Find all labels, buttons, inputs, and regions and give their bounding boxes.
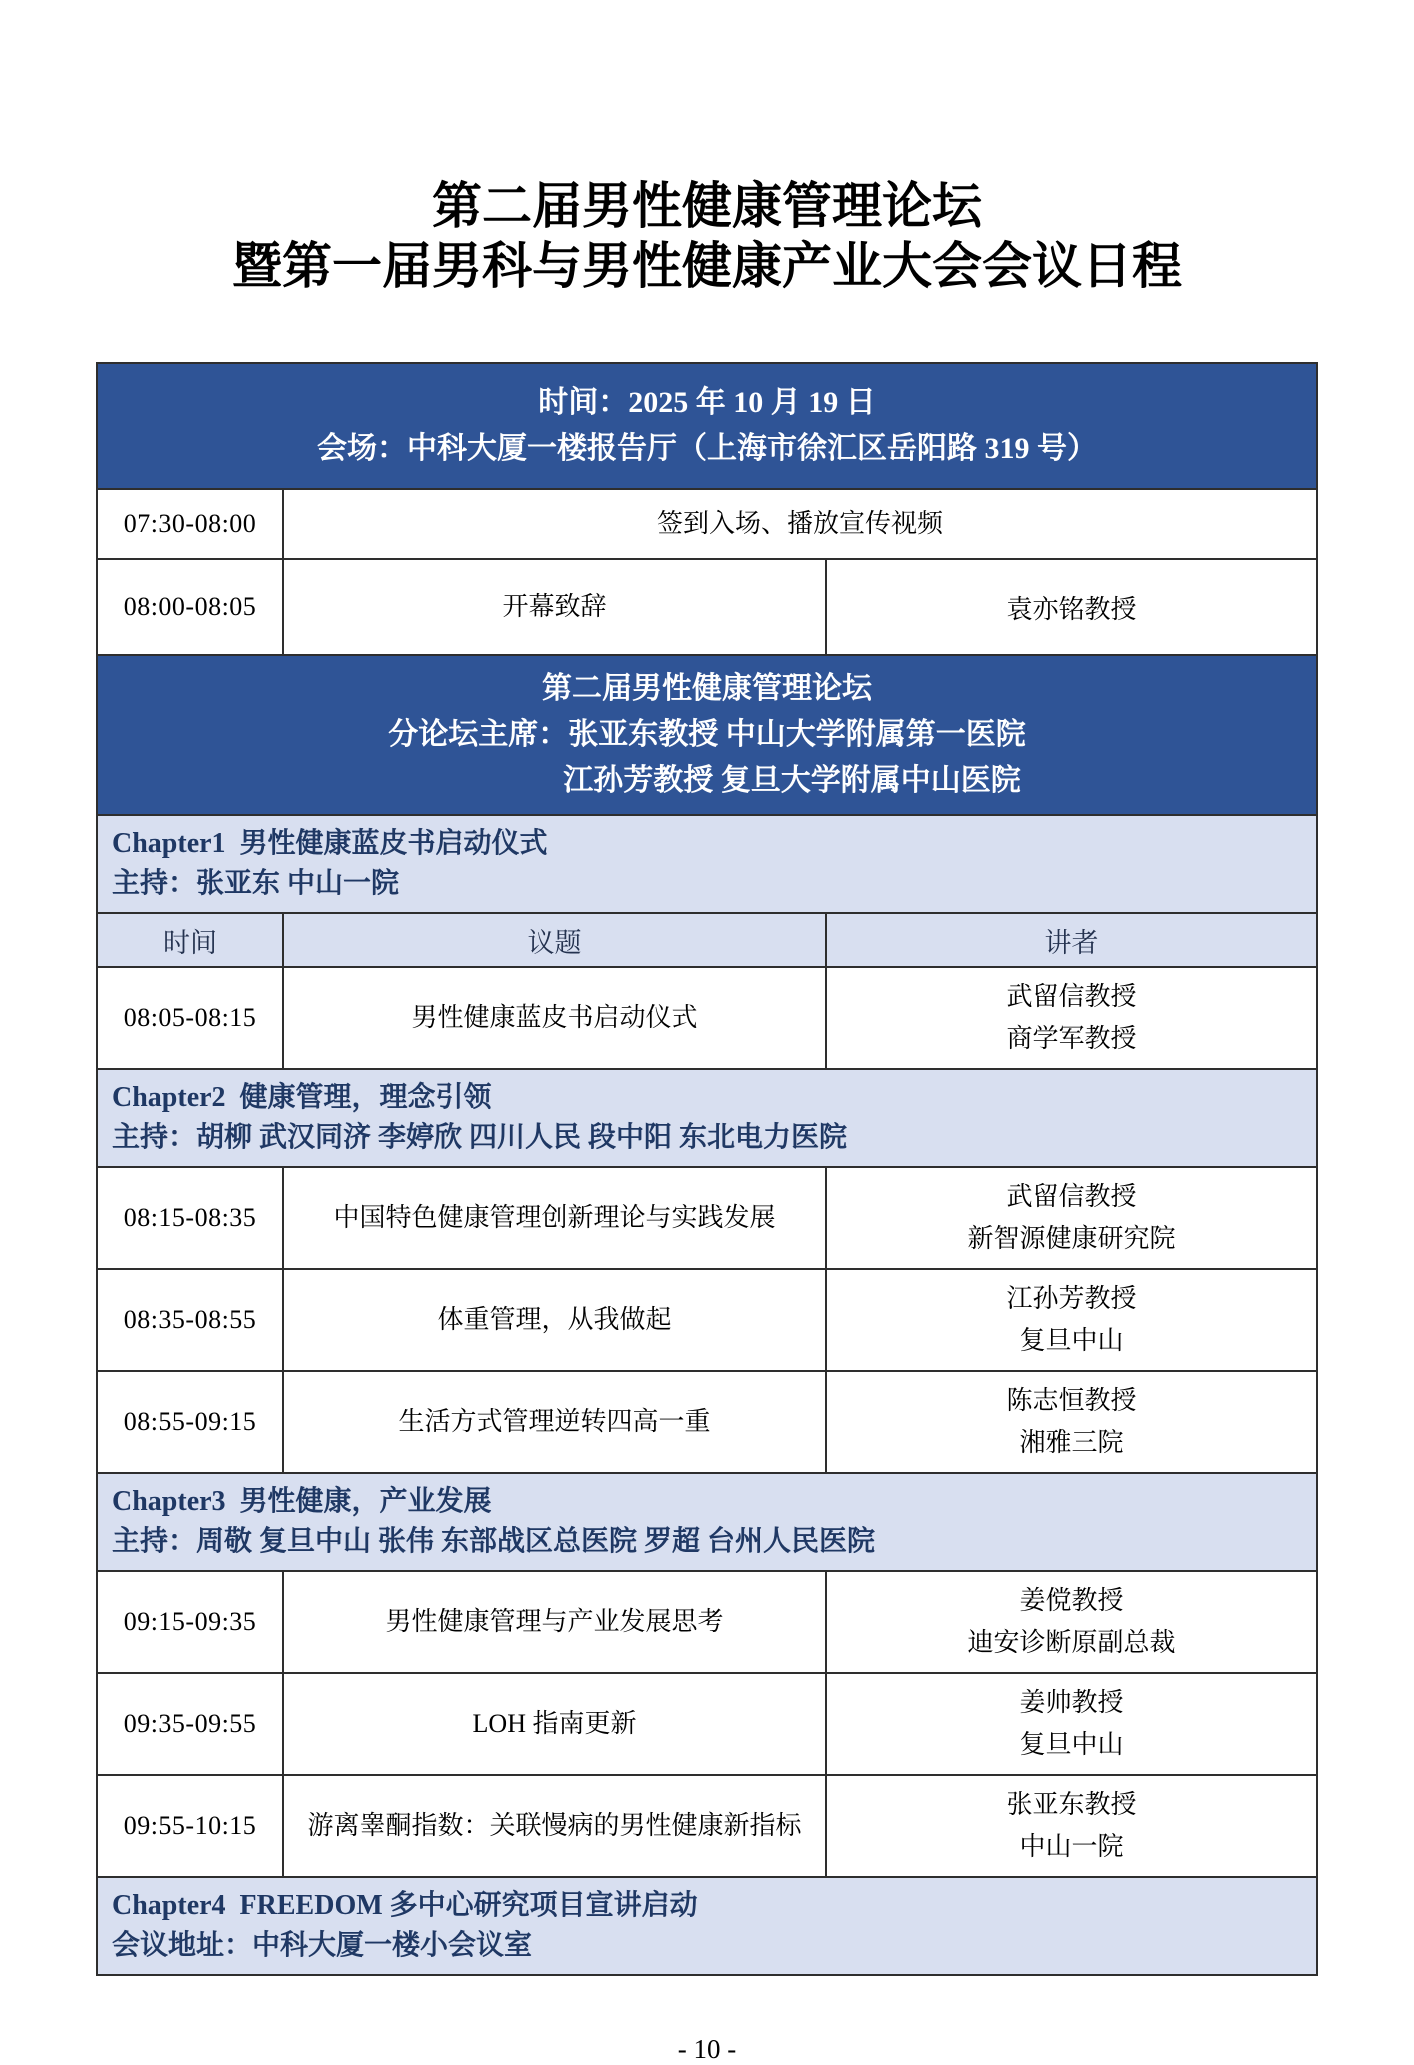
session-date: 时间：2025 年 10 月 19 日	[538, 386, 876, 419]
chapter4-strip	[97, 1877, 1317, 1975]
topic-cell: 游离睾酮指数：关联慢病的男性健康新指标	[283, 1775, 826, 1877]
chapter3-strip	[97, 1473, 1317, 1571]
topic-cell: 中国特色健康管理创新理论与实践发展	[283, 1167, 826, 1269]
schedule-row	[97, 1775, 1317, 1877]
page-title	[0, 0, 1414, 296]
speaker-name: 张亚东教授	[1006, 1790, 1137, 1819]
speaker-name: 姜帅教授	[1019, 1688, 1124, 1717]
speaker-name: 陈志恒教授	[1006, 1386, 1137, 1415]
speaker-cell	[826, 1371, 1317, 1473]
schedule-row	[97, 1269, 1317, 1371]
column-header-time: 时间	[97, 913, 283, 967]
schedule-row	[97, 967, 1317, 1069]
time-cell: 09:35-09:55	[97, 1673, 283, 1775]
speaker-affiliation: 中山一院	[1019, 1832, 1124, 1861]
time-cell: 08:35-08:55	[97, 1269, 283, 1371]
schedule-row	[97, 1673, 1317, 1775]
column-header-speaker: 讲者	[826, 913, 1317, 967]
schedule-row	[97, 1167, 1317, 1269]
speaker-affiliation: 商学军教授	[1006, 1024, 1137, 1053]
forum-banner	[97, 655, 1317, 815]
time-cell: 08:15-08:35	[97, 1167, 283, 1269]
chapter3-number: Chapter3	[112, 1486, 226, 1517]
time-cell: 09:55-10:15	[97, 1775, 283, 1877]
speaker-name: 武留信教授	[1006, 1182, 1137, 1211]
chapter4-host: 会议地址：中科大厦一楼小会议室	[112, 1930, 533, 1961]
forum-chair-2: 江孙芳教授 复旦大学附属中山医院	[563, 764, 1021, 797]
chapter1-title-line	[112, 824, 1302, 864]
chapter3-title: 男性健康，产业发展	[239, 1486, 492, 1517]
topic-cell: 签到入场、播放宣传视频	[283, 489, 1317, 559]
column-header-topic: 议题	[283, 913, 826, 967]
speaker-cell	[826, 1775, 1317, 1877]
time-cell: 07:30-08:00	[97, 489, 283, 559]
chapter4-cell	[97, 1877, 1317, 1975]
forum-banner-cell	[97, 655, 1317, 815]
chapter4-number: Chapter4	[112, 1890, 226, 1921]
chapter3-cell	[97, 1473, 1317, 1571]
agenda-table	[96, 362, 1318, 1976]
chapter3-title-line	[112, 1482, 1302, 1522]
forum-title: 第二届男性健康管理论坛	[542, 672, 872, 705]
title-line-1: 第二届男性健康管理论坛	[432, 178, 982, 234]
forum-chair-1: 分论坛主席：张亚东教授 中山大学附属第一医院	[388, 718, 1026, 751]
chapter1-number: Chapter1	[112, 828, 226, 859]
schedule-row	[97, 559, 1317, 655]
topic-cell: 开幕致辞	[283, 559, 826, 655]
topic-cell: 男性健康管理与产业发展思考	[283, 1571, 826, 1673]
topic-cell: 男性健康蓝皮书启动仪式	[283, 967, 826, 1069]
speaker-cell	[826, 1167, 1317, 1269]
chapter2-strip	[97, 1069, 1317, 1167]
time-cell: 09:15-09:35	[97, 1571, 283, 1673]
chapter4-title-line	[112, 1886, 1302, 1926]
chapter4-title: FREEDOM 多中心研究项目宣讲启动	[239, 1890, 698, 1921]
chapter1-host: 主持：张亚东 中山一院	[112, 868, 400, 899]
chapter2-host: 主持：胡柳 武汉同济 李婷欣 四川人民 段中阳 东北电力医院	[112, 1122, 848, 1153]
time-cell: 08:05-08:15	[97, 967, 283, 1069]
session-info-cell	[97, 363, 1317, 489]
speaker-affiliation: 复旦中山	[1019, 1730, 1124, 1759]
time-cell: 08:55-09:15	[97, 1371, 283, 1473]
speaker-affiliation: 湘雅三院	[1019, 1428, 1124, 1457]
speaker-affiliation: 新智源健康研究院	[967, 1224, 1176, 1253]
speaker-affiliation: 复旦中山	[1019, 1326, 1124, 1355]
chapter3-host: 主持：周敬 复旦中山 张伟 东部战区总医院 罗超 台州人民医院	[112, 1526, 876, 1557]
topic-cell: 生活方式管理逆转四高一重	[283, 1371, 826, 1473]
chapter2-title-line	[112, 1078, 1302, 1118]
title-line-2: 暨第一届男科与男性健康产业大会会议日程	[232, 238, 1182, 294]
speaker-name: 姜傥教授	[1019, 1586, 1124, 1615]
page-number: - 10 -	[677, 2034, 737, 2064]
speaker-name: 武留信教授	[1006, 982, 1137, 1011]
chapter2-cell	[97, 1069, 1317, 1167]
session-info-banner	[97, 363, 1317, 489]
topic-cell: 体重管理，从我做起	[283, 1269, 826, 1371]
chapter1-strip	[97, 815, 1317, 913]
column-header-row	[97, 913, 1317, 967]
schedule-row	[97, 1571, 1317, 1673]
speaker-name: 江孙芳教授	[1006, 1284, 1137, 1313]
speaker-cell	[826, 1673, 1317, 1775]
chapter1-title: 男性健康蓝皮书启动仪式	[239, 828, 548, 859]
speaker-cell: 袁亦铭教授	[826, 559, 1317, 655]
speaker-cell	[826, 1269, 1317, 1371]
time-cell: 08:00-08:05	[97, 559, 283, 655]
session-venue: 会场：中科大厦一楼报告厅（上海市徐汇区岳阳路 319 号）	[317, 432, 1097, 465]
speaker-cell	[826, 967, 1317, 1069]
topic-cell: LOH 指南更新	[283, 1673, 826, 1775]
chapter1-cell	[97, 815, 1317, 913]
schedule-row	[97, 489, 1317, 559]
speaker-cell	[826, 1571, 1317, 1673]
schedule-row	[97, 1371, 1317, 1473]
speaker-affiliation: 迪安诊断原副总裁	[967, 1628, 1176, 1657]
chapter2-number: Chapter2	[112, 1082, 226, 1113]
chapter2-title: 健康管理，理念引领	[239, 1082, 492, 1113]
